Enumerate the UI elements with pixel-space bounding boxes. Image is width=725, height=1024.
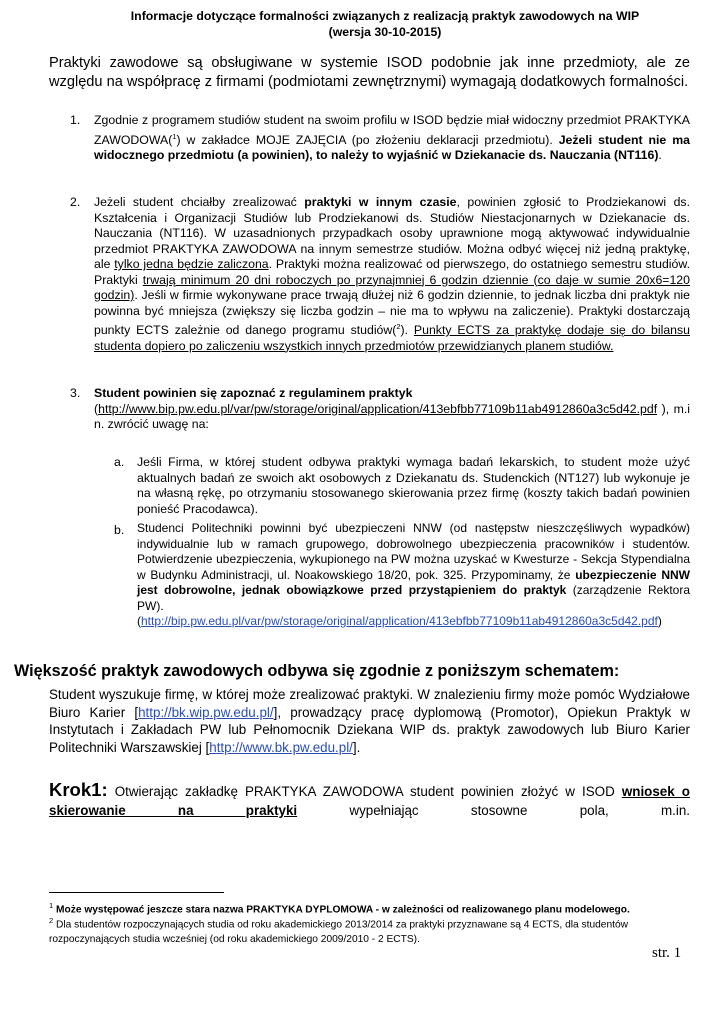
item-3-bold: Student powinien się zapoznać z regulaminem praktyk [94, 386, 413, 400]
footnote-1: $^1$ Może występować jeszcze stara nazwa PRAKTYKA DYPLOMOWA - w zależności od realizowanego planu modelowego. [49, 901, 630, 916]
subitem-b-text: Studenci Politechniki powinni być ubezpieczeni NNW (od następstw nieszczęśliwych wypadków) indywidualnie lub w ramach grupowego, dobrowolnego ubezpieczenia pracowników i studentów. Potwierdzenie ubezpieczenia, wykupionego na PW można uzyskać w Kwesturze - Sekcja Stypendialna w Budynku Administracji, ul. Noakowskiego 18/20, pok. 325. Przypominamy, że ubezpieczenie NNW jest dobrowolne, jednak obowiązkowe przed przystąpieniem do praktyk (zarządzenie Rektora PW). (http://bip.pw.edu.pl/var/pw/storage/original/application/413ebfbb77109b11ab4912860a3c5d42.pdf) [137, 521, 690, 628]
schema-heading: Większość praktyk zawodowych odbywa się zgodnie z poniższym schematem: [14, 662, 620, 680]
subitem-a-text: Jeśli Firma, w której student odbywa praktyki wymaga badań lekarskich, to student może użyć aktualnych badań ze swoich akt osobowych z Dziekanatu ds. Studenckich (NT127) lub wykonuje je na własną rękę, po otrzymaniu stosowanego skierowania przez firmę (koszty takich badań powinien ponieść Pracodawca). [137, 455, 690, 516]
schema-paragraph: Student wyszukuje firmę, w której może zrealizować praktyki. W znalezieniu firmy może pomóc Wydziałowe Biuro Karier [http://bk.wip.pw.edu.pl/], prowadzący pracę dyplomową (Promotor), Opiekun Praktyk w Instytutach i Zakładach PW lub Pełnomocnik Dziekana WIP ds. praktyk zawodowych lub Biuro Karier Politechniki Warszawskiej [http://www.bk.pw.edu.pl/]. [49, 687, 691, 755]
krok1-paragraph: Krok1: Otwierając zakładkę PRAKTYKA ZAWODOWA student powinien złożyć w ISOD wniosek o skierowanie na praktyki wypełniając stosowne pola, m.in. [49, 779, 690, 818]
title-version: (wersja 30-10-2015) [328, 25, 442, 39]
nnw-regulation-link[interactable]: http://bip.pw.edu.pl/var/pw/storage/original/application/413ebfbb77109b11ab4912860a3c5d42.pdf [141, 614, 658, 628]
regulamin-link[interactable]: http://www.bip.pw.edu.pl/var/pw/storage/original/application/413ebfbb77109b11ab4912860a3c5d42.pdf [98, 401, 658, 416]
item-2-bold: praktyki w innym czasie [304, 195, 457, 209]
footnote-ref-1[interactable]: 1 [172, 131, 177, 141]
item-3-number: 3. [70, 386, 81, 400]
item-1-bold: Jeżeli student nie ma widocznego przedmiotu (a powinien), to należy to wyjaśnić w Dziekanacie ds. Nauczania (NT116) [94, 132, 690, 163]
bk-wip-link[interactable]: http://bk.wip.pw.edu.pl/ [138, 704, 274, 720]
item-2-underline-2: trwają minimum 20 dni roboczych po przynajmniej 6 godzin dziennie (co daje w sumie 20x6=120 godzin) [94, 272, 690, 302]
subitem-a-letter: a. [114, 455, 125, 469]
item-3-text: Student powinien się zapoznać z regulaminem praktyk (http://www.bip.pw.edu.pl/var/pw/storage/original/application/413ebfbb77109b11ab4912860a3c5d42.pdf ), m.in. zwrócić uwagę na: [94, 386, 690, 431]
subitem-b-bold: ubezpieczenie NNW jest dobrowolne, jednak obowiązkowe przed przystąpieniem do praktyk [137, 567, 690, 597]
title-line-1: Informacje dotyczące formalności związanych z realizacją praktyk zawodowych na WIP [130, 9, 640, 23]
item-2-number: 2. [70, 195, 81, 209]
item-2-underline-3: Punkty ECTS za praktykę dodaje się do bilansu studenta dopiero po zaliczeniu wszystkich innych przedmiotów przewidzianych planem studiów. [94, 323, 691, 353]
item-2-underline-1: tylko jedna będzie zaliczona [114, 257, 269, 271]
bk-pw-link[interactable]: http://www.bk.pw.edu.pl/ [209, 739, 353, 755]
page-number: str. 1 [652, 945, 682, 961]
item-1-number: 1. [70, 113, 81, 127]
document-title [90, 8, 680, 40]
item-1-text: Zgodnie z programem studiów student na swoim profilu w ISOD będzie miał widoczny przedmiot PRAKTYKA ZAWODOWA($^1$) w zakładce MOJE ZAJĘCIA (po złożeniu deklaracji przedmiotu). Jeżeli student nie ma widocznego przedmiotu (a powinien), to należy to wyjaśnić w Dziekanacie ds. Nauczania (NT116). [94, 113, 690, 163]
footnote-2: $^2$ Dla studentów rozpoczynających studia od roku akademickiego 2013/2014 za praktyki przyznawane są 4 ECTS, dla studentów rozpoczynających studia wcześniej (od roku akademickiego 2009/2010 - 2 ECTS). [49, 916, 628, 946]
intro-paragraph: Praktyki zawodowe są obsługiwane w systemie ISOD podobnie jak inne przedmioty, ale ze względu na współpracę z firmami (podmiotami zewnętrznymi) wymagają dodatkowych formalności. [49, 55, 690, 90]
krok1-request-bold: wniosek o skierowanie na praktyki [49, 784, 690, 818]
footnote-separator [49, 892, 224, 893]
subitem-b-letter: b. [114, 523, 125, 537]
footnote-ref-2[interactable]: 2 [396, 322, 401, 331]
krok1-label: Krok1: [49, 779, 108, 800]
item-2-text: Jeżeli student chciałby zrealizować praktyki w innym czasie, powinien zgłosić to Prodziekanowi ds. Kształcenia i Organizacji Studiów lub Prodziekanowi ds. Studiów Niestacjonarnych w Dziekanacie ds. Nauczania (NT116). W uzasadnionych przypadkach osoby uprawnione mogą aktywować indywidualnie przedmiot PRAKTYKA ZAWODOWA na innym semestrze studiów. Można odbyć więcej niż jedną praktykę, ale tylko jedna będzie zaliczona. Praktyki można realizować od pierwszego, do ostatniego semestru studiów. Praktyki trwają minimum 20 dni roboczych po przynajmniej 6 godzin dziennie (co daje w sumie 20x6=120 godzin). Jeśli w firmie wykonywane prace trwają dłużej niż 6 godzin dziennie, to jednak liczba dni praktyk nie powinna być mniejsza (zwiększy się liczba godzin – nie ma to wpływu na zaliczenie). Praktyki dostarczają punkty ECTS zależnie od danego programu studiów($^2$). Punkty ECTS za praktykę dodaje się do bilansu studenta dopiero po zaliczeniu wszystkich innych przedmiotów przewidzianych planem studiów. [94, 195, 691, 353]
